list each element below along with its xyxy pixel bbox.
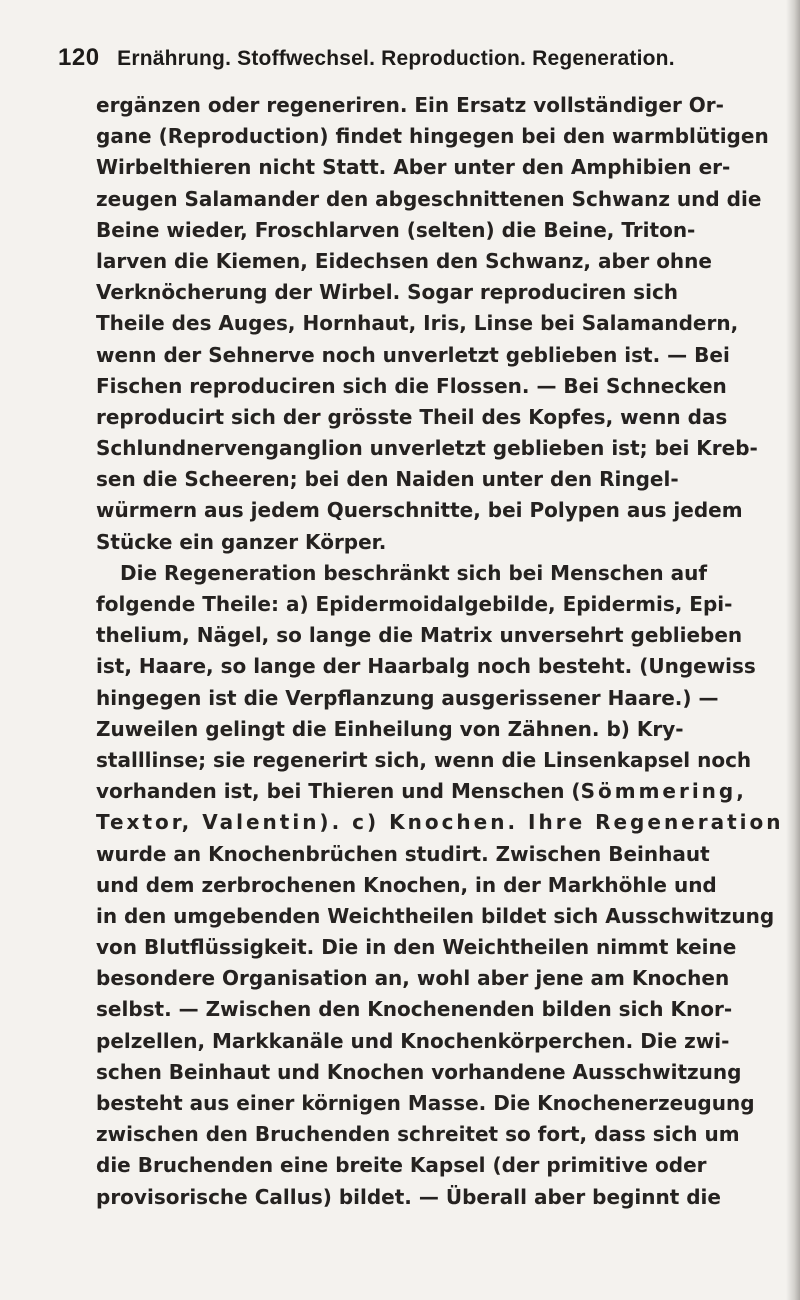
text-line: larven die Kiemen, Eidechsen den Schwanz, aber ohne [96, 248, 712, 273]
text-line: stalllinse; sie regenerirt sich, wenn die Linsenkapsel noch [96, 747, 752, 772]
text-line: ergänzen oder regeneriren. Ein Ersatz vollständiger Or- [96, 93, 724, 117]
text-line: ist, Haare, so lange der Haarbalg noch besteht. (Ungewiss [96, 654, 756, 679]
page-number: 120 [58, 44, 100, 71]
text-line: Zuweilen gelingt die Einheilung von Zähnen. b) Kry- [96, 716, 684, 741]
text-line: würmern aus jedem Querschnitte, bei Polypen aus jedem [96, 498, 743, 523]
paragraph-start-line: Die Regeneration beschränkt sich bei Menschen auf [120, 560, 708, 585]
page-header [58, 44, 758, 80]
page-edge-shadow [786, 0, 800, 1300]
text-line: sen die Scheeren; bei den Naiden unter den Ringel- [96, 467, 679, 492]
text-line-part: vorhanden ist, bei Thieren und Menschen ( [96, 779, 581, 804]
body-text [96, 90, 786, 1213]
text-line: Schlundnervenganglion unverletzt geblieben ist; bei Kreb- [96, 436, 758, 461]
text-line: zeugen Salamander den abgeschnittenen Schwanz und die [96, 186, 762, 211]
text-line: pelzellen, Markkanäle und Knochenkörperchen. Die zwi- [96, 1028, 730, 1053]
text-line: von Blutflüssigkeit. Die in den Weichtheilen nimmt keine [96, 935, 737, 960]
text-line: folgende Theile: a) Epidermoidalgebilde, Epidermis, Epi- [96, 592, 733, 616]
text-line: schen Beinhaut und Knochen vorhandene Ausschwitzung [96, 1059, 742, 1084]
text-line: Fischen reproduciren sich die Flossen. — Bei Schnecken [96, 373, 727, 398]
running-head: Ernährung. Stoffwechsel. Reproduction. Regeneration. [117, 47, 675, 70]
text-line: thelium, Nägel, so lange die Matrix unversehrt geblieben [96, 623, 743, 648]
text-line: und dem zerbrochenen Knochen, in der Markhöhle und [96, 872, 717, 897]
text-line: wenn der Sehnerve noch unverletzt geblieben ist. — Bei [96, 342, 730, 367]
text-line: besteht aus einer körnigen Masse. Die Knochenerzeugung [96, 1091, 755, 1115]
text-line: gane (Reproduction) findet hingegen bei den warmblütigen [96, 124, 769, 149]
text-line: provisorische Callus) bildet. — Überall aber beginnt die [96, 1184, 721, 1209]
text-line [96, 776, 786, 807]
text-line: Theile des Auges, Hornhaut, Iris, Linse bei Salamandern, [96, 311, 739, 336]
text-line: besondere Organisation an, wohl aber jene am Knochen [96, 966, 730, 991]
text-line: hingegen ist die Verpflanzung ausgerissener Haare.) — [96, 685, 719, 710]
author-name-spaced: Sömmering, [580, 779, 747, 804]
text-line: Stücke ein ganzer Körper. [96, 529, 387, 554]
text-line: selbst. — Zwischen den Knochenenden bilden sich Knor- [96, 997, 733, 1022]
text-line: in den umgebenden Weichtheilen bildet sich Ausschwitzung [96, 903, 775, 928]
text-line: zwischen den Bruchenden schreitet so fort, dass sich um [96, 1122, 740, 1147]
text-line: Wirbelthieren nicht Statt. Aber unter den Amphibien er- [96, 155, 731, 180]
text-line: Verknöcherung der Wirbel. Sogar reproduciren sich [96, 280, 679, 305]
text-line: die Bruchenden eine breite Kapsel (der primitive oder [96, 1153, 707, 1178]
text-line-spaced: Textor, Valentin). c) Knochen. Ihre Regeneration [96, 810, 784, 835]
text-line: wurde an Knochenbrüchen studirt. Zwischen Beinhaut [96, 841, 710, 866]
text-line: Beine wieder, Froschlarven (selten) die Beine, Triton- [96, 217, 696, 242]
text-line: reproducirt sich der grösste Theil des Kopfes, wenn das [96, 404, 728, 429]
